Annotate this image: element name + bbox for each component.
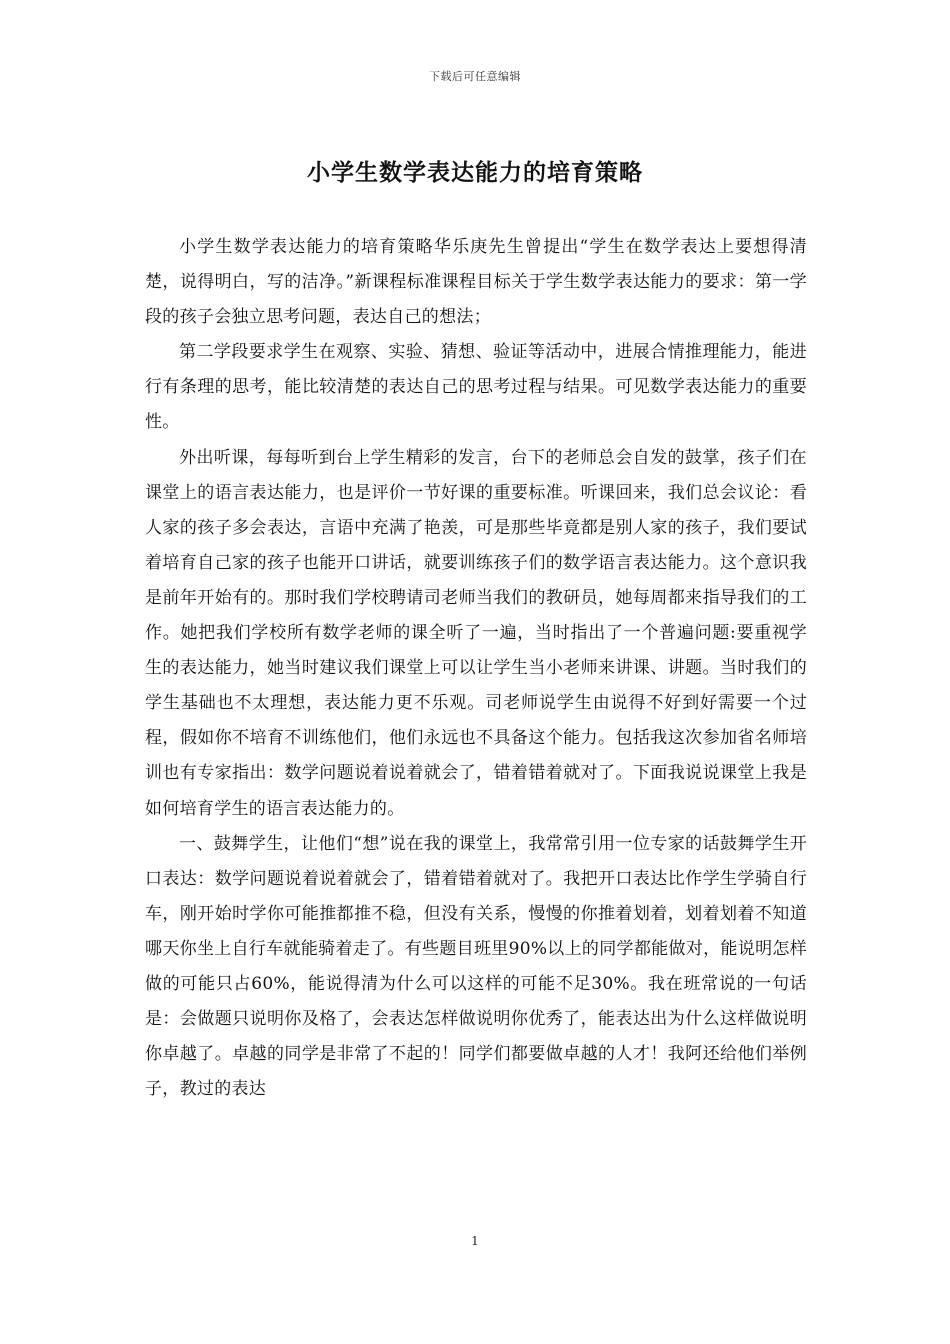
header-note: 下载后可任意编辑 <box>429 70 521 83</box>
paragraph: 小学生数学表达能力的培育策略华乐庚先生曾提出“学生在数学表达上要想得清楚，说得明白，写的洁净。”新课程标准课程目标关于学生数学表达能力的要求：第一学段的孩子会独立思考问题，表达自己的想法； <box>145 237 807 328</box>
paragraph: 第二学段要求学生在观察、实验、猜想、验证等活动中，进展合情推理能力，能进行有条理的思考，能比较清楚的表达自己的思考过程与结果。可见数学表达能力的重要性。 <box>145 342 807 433</box>
paragraph: 外出听课，每每听到台上学生精彩的发言，台下的老师总会自发的鼓掌，孩子们在课堂上的语言表达能力，也是评价一节好课的重要标准。听课回来，我们总会议论：看人家的孩子多会表达，言语中充满了艳羡，可是那些毕竟都是别人家的孩子，我们要试着培育自己家的孩子也能开口讲话，就要训练孩子们的数学语言表达能力。这个意识我是前年开始有的。那时我们学校聘请司老师当我们的教研员，她每周都来指导我们的工作。她把我们学校所有数学老师的课全听了一遍，当时指出了一个普遍问题:要重视学生的表达能力，她当时建议我们课堂上可以让学生当小老师来讲课、讲题。当时我们的学生基础也不太理想，表达能力更不乐观。司老师说学生由说得不好到好需要一个过程，假如你不培育不训练他们，他们永远也不具备这个能力。包括我这次参加省名师培训也有专家指出：数学问题说着说着就会了，错着错着就对了。下面我说说课堂上我是如何培育学生的语言表达能力的。 <box>145 447 807 819</box>
paragraph: 一、鼓舞学生，让他们“想”说在我的课堂上，我常常引用一位专家的话鼓舞学生开口表达：数学问题说着说着就会了，错着错着就对了。我把开口表达比作学生学骑自行车，刚开始时学你可能推都推不稳，但没有关系，慢慢的你推着划着，划着划着不知道哪天你坐上自行车就能骑着走了。有些题目班里90%以上的同学都能做对，能说明怎样做的可能只占60%，能说得清为什么可以这样的可能不足30%。我在班常说的一句话是：会做题只说明你及格了，会表达怎样做说明你优秀了，能表达出为什么这样做说明你卓越了。卓越的同学是非常了不起的！同学们都要做卓越的人才！我阿还给他们举例子，教过的表达 <box>145 833 807 1100</box>
document-title: 小学生数学表达能力的培育策略 <box>307 160 643 186</box>
document-body <box>145 230 807 1107</box>
page-number: 1 <box>471 1234 479 1248</box>
